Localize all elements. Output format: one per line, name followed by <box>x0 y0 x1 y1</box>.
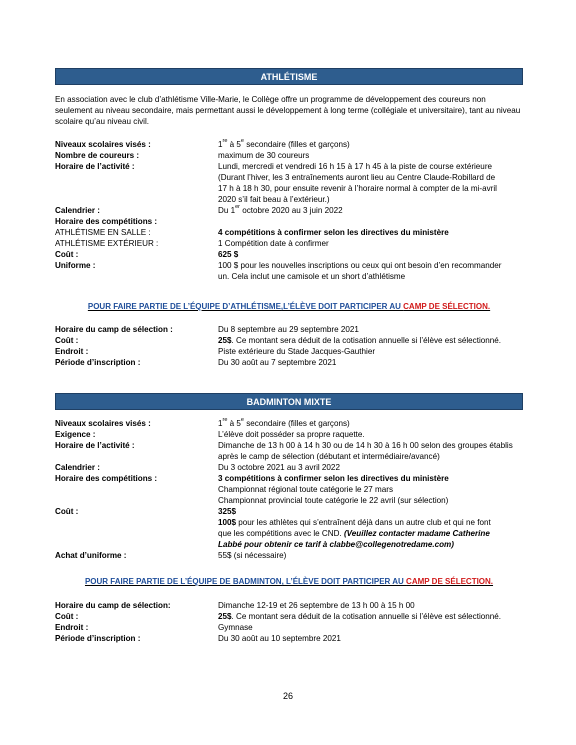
achat-label: Achat d’uniforme : <box>55 551 127 560</box>
badminton-competitions-row <box>55 473 527 506</box>
niveaux-label: Niveaux scolaires visés : <box>55 419 151 428</box>
athletisme-calendrier-row <box>55 205 527 216</box>
cout2-value: 25$. Ce montant sera déduit de la cotisation annuelle si l’élève est sélectionné. <box>218 336 502 345</box>
camp-label: Horaire du camp de sélection : <box>55 325 173 334</box>
cout-label: Coût : <box>55 507 79 516</box>
athletisme-periode-row <box>55 357 527 368</box>
nombre-value: maximum de 30 coureurs <box>218 151 310 160</box>
periode-label: Période d’inscription : <box>55 634 141 643</box>
badminton-achat-row <box>55 550 527 561</box>
badminton-selection-callout: POUR FAIRE PARTIE DE L’ÉQUIPE DE BADMINTON, L’ÉLÈVE DOIT PARTICIPER AU CAMP DE SÉLECTION. <box>84 577 494 586</box>
page-number: 26 <box>282 691 293 701</box>
badminton-niveaux-row <box>55 418 527 429</box>
competitions-label: Horaire des compétitions : <box>55 217 158 226</box>
exterieur-label: ATHLÉTISME EXTÉRIEUR : <box>55 239 159 248</box>
horaire-label: Horaire de l’activité : <box>55 441 135 450</box>
athletisme-endroit-row <box>55 346 527 357</box>
niveaux-value: 1re à 5e secondaire (filles et garçons) <box>218 138 350 149</box>
calendrier-label: Calendrier : <box>55 463 100 472</box>
badminton-calendrier-row <box>55 462 527 473</box>
cout-value: 325$ 100$ pour les athlètes qui s’entraînent déjà dans un autre club et qui ne font que les compétitions avec le CND. (Veuillez contacter madame Catherine Labbé pour obtenir ce tarif à clabbe@collegenotredame.com) <box>218 507 491 549</box>
badminton-cout-row <box>55 506 527 550</box>
athletisme-salle-row <box>55 227 527 238</box>
athletisme-selection-callout: POUR FAIRE PARTIE DE L’ÉQUIPE D’ATHLÉTISME,L’ÉLÈVE DOIT PARTICIPER AU CAMP DE SÉLECTION. <box>87 302 491 311</box>
uniforme-value: 100 $ pour les nouvelles inscriptions ou ceux qui ont besoin d’en recommander un. Cela inclut une camisole et un short d’athlétisme <box>218 261 502 281</box>
athletisme-cout-row <box>55 249 527 260</box>
athletisme-header <box>55 68 523 85</box>
salle-label: ATHLÉTISME EN SALLE : <box>55 228 151 237</box>
calendrier-value: Du 1er octobre 2020 au 3 juin 2022 <box>218 204 343 215</box>
athletisme-niveaux-row <box>55 139 527 150</box>
calendrier-label: Calendrier : <box>55 206 100 215</box>
camp-value: Dimanche 12-19 et 26 septembre de 13 h 00 à 15 h 00 <box>218 601 415 610</box>
badminton-camp-row <box>55 600 527 611</box>
badminton-exigence-row <box>55 429 527 440</box>
badminton-camp-details <box>55 600 527 644</box>
periode-value: Du 30 août au 7 septembre 2021 <box>218 358 337 367</box>
cout2-value: 25$. Ce montant sera déduit de la cotisation annuelle si l’élève est sélectionné. <box>218 612 502 621</box>
athletisme-details <box>55 139 527 282</box>
badminton-title: BADMINTON MIXTE <box>246 397 332 407</box>
competitions-value: 3 compétitions à confirmer selon les directives du ministère Championnat régional toute catégorie le 27 mars Championnat provincial toute catégorie le 22 avril (sur sélection) <box>218 474 449 505</box>
niveaux-value: 1re à 5e secondaire (filles et garçons) <box>218 417 350 428</box>
niveaux-label: Niveaux scolaires visés : <box>55 140 151 149</box>
horaire-value: Dimanche de 13 h 00 à 14 h 30 ou de 14 h 30 à 16 h 00 selon des groupes établis après le camp de sélection (débutant et intermédiaire/avancé) <box>218 441 513 461</box>
badminton-details <box>55 418 527 561</box>
achat-value: 55$ (si nécessaire) <box>218 551 287 560</box>
badminton-header <box>55 393 523 410</box>
athletisme-uniforme-row <box>55 260 527 282</box>
athletisme-camp-details <box>55 324 527 368</box>
athletisme-nombre-row <box>55 150 527 161</box>
athletisme-camp-row <box>55 324 527 335</box>
endroit-label: Endroit : <box>55 623 89 632</box>
athletisme-cout2-row <box>55 335 527 346</box>
competitions-label: Horaire des compétitions : <box>55 474 158 483</box>
athletisme-intro: En association avec le club d’athlétisme Ville-Marie, le Collège offre un programme de développement des coureurs non seulement au niveau secondaire, mais permettant aussi le développement à long terme (collégiale et universitaire), tant au niveau scolaire qu’au niveau civil. <box>55 95 521 126</box>
uniforme-label: Uniforme : <box>55 261 96 270</box>
exigence-label: Exigence : <box>55 430 96 439</box>
nombre-label: Nombre de coureurs : <box>55 151 140 160</box>
horaire-label: Horaire de l’activité : <box>55 162 135 171</box>
camp-label: Horaire du camp de sélection: <box>55 601 171 610</box>
badminton-periode-row <box>55 633 527 644</box>
athletisme-horaire-row <box>55 161 527 205</box>
camp-value: Du 8 septembre au 29 septembre 2021 <box>218 325 359 334</box>
athletisme-competitions-row <box>55 216 527 227</box>
cout2-label: Coût : <box>55 612 79 621</box>
periode-label: Période d’inscription : <box>55 358 141 367</box>
periode-value: Du 30 août au 10 septembre 2021 <box>218 634 341 643</box>
athletisme-title: ATHLÉTISME <box>260 72 318 82</box>
endroit-value: Piste extérieure du Stade Jacques-Gauthier <box>218 347 376 356</box>
cout-value: 625 $ <box>218 250 239 259</box>
endroit-value: Gymnase <box>218 623 253 632</box>
badminton-horaire-row <box>55 440 527 462</box>
cout2-label: Coût : <box>55 336 79 345</box>
badminton-cout2-row <box>55 611 527 622</box>
endroit-label: Endroit : <box>55 347 89 356</box>
horaire-value: Lundi, mercredi et vendredi 16 h 15 à 17 h 45 à la piste de course extérieure (Durant l’hiver, les 3 entraînements auront lieu au Centre Claude-Robillard de 17 h à 18 h 30, pour ensuite revenir à l’horaire normal à compter de la mi-avril 2020 s’il fait beau à l’extérieur.) <box>218 162 497 204</box>
athletisme-exterieur-row <box>55 238 527 249</box>
calendrier-value: Du 3 octobre 2021 au 3 avril 2022 <box>218 463 340 472</box>
salle-value: 4 compétitions à confirmer selon les directives du ministère <box>218 228 449 237</box>
cout-label: Coût : <box>55 250 79 259</box>
exterieur-value: 1 Compétition date à confirmer <box>218 239 329 248</box>
exigence-value: L’élève doit posséder sa propre raquette. <box>218 430 365 439</box>
badminton-endroit-row <box>55 622 527 633</box>
